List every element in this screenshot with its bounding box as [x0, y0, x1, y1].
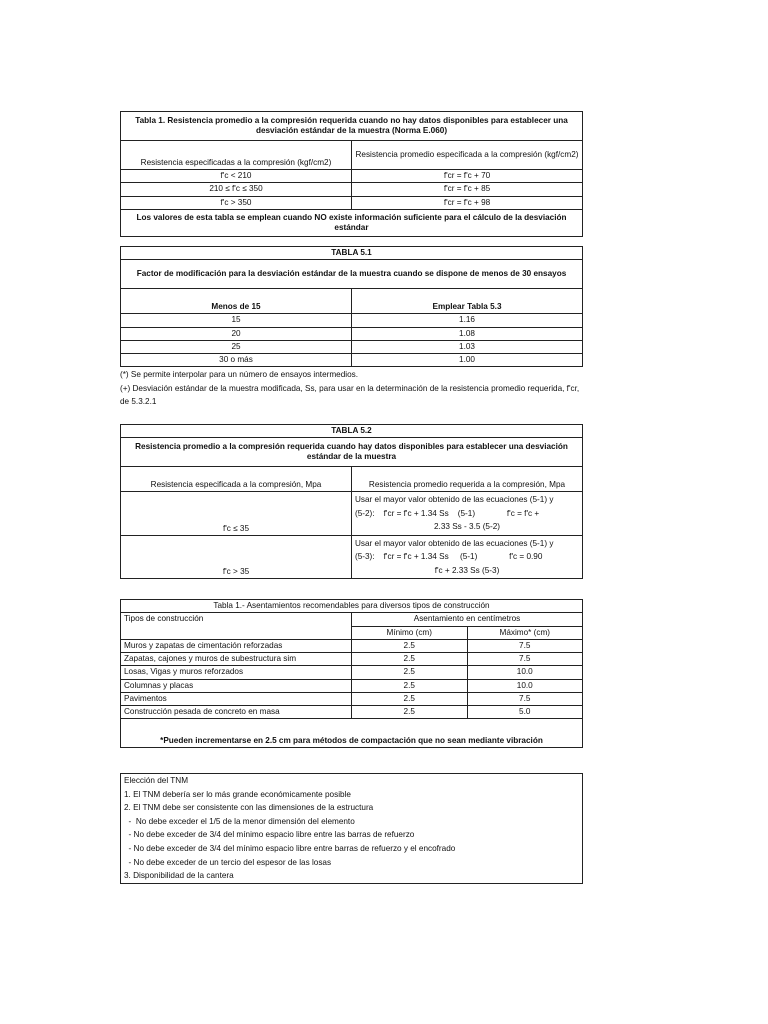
table51-label: TABLA 5.1: [121, 247, 583, 260]
table52-line: (5-3): f'cr = f'c + 1.34 Ss (5-1) f'c = 0.90: [355, 552, 543, 562]
asent-cell: 2.5: [352, 706, 468, 719]
asent-cell: Columnas y placas: [121, 679, 352, 692]
table-row: [121, 653, 583, 666]
asent-cell: 10.0: [467, 679, 583, 692]
table52-cell: f'c ≤ 35: [121, 492, 352, 536]
table52-cell: [352, 535, 583, 579]
asent-cell: Construcción pesada de concreto en masa: [121, 706, 352, 719]
asent-cell: 2.5: [352, 692, 468, 705]
table51-cell: 1.03: [352, 340, 583, 353]
table51-cell: 1.16: [352, 314, 583, 327]
table-5-1: [120, 246, 583, 367]
table51-cell: 1.08: [352, 327, 583, 340]
asent-min-header: Mínimo (cm): [352, 626, 468, 639]
table-row: [121, 170, 583, 183]
table52-label: TABLA 5.2: [121, 425, 583, 438]
table1-col1-header: Resistencia especificadas a la compresión (kgf/cm2): [121, 141, 352, 170]
table51-cell: 30 o más: [121, 354, 352, 367]
table52-cell: f'c > 35: [121, 535, 352, 579]
table1-col2-header: Resistencia promedio especificada a la compresión (kgf/cm2): [352, 141, 583, 170]
table-row: [121, 706, 583, 719]
table1-cell: f'cr = f'c + 85: [352, 183, 583, 196]
table52-col1-header: Resistencia especificada a la compresión, Mpa: [121, 467, 352, 492]
asent-cell: 7.5: [467, 692, 583, 705]
asent-cell: Losas, Vigas y muros reforzados: [121, 666, 352, 679]
tnm-line: - No debe exceder el 1/5 de la menor dimensión del elemento: [124, 816, 355, 826]
asent-cell: 2.5: [352, 666, 468, 679]
asent-group-header: Asentamiento en centímetros: [352, 613, 583, 626]
asent-cell: Muros y zapatas de cimentación reforzadas: [121, 639, 352, 652]
table1-cell: f'cr = f'c + 70: [352, 170, 583, 183]
asent-cell: 10.0: [467, 666, 583, 679]
asent-cell: 2.5: [352, 679, 468, 692]
table51-notes: [120, 368, 590, 409]
table1-cell: 210 ≤ f'c ≤ 350: [121, 183, 352, 196]
table51-cell: 15: [121, 314, 352, 327]
table-row: [121, 492, 583, 536]
table51-note-2: (+) Desviación estándar de la muestra modificada, Ss, para usar en la determinación de la resistencia promedio requerida, f'cr, de 5.3.2.1: [120, 383, 580, 406]
table51-title: Factor de modificación para la desviación estándar de la muestra cuando se dispone de menos de 30 ensayos: [121, 260, 583, 289]
asent-title: Tabla 1.- Asentamientos recomendables para diversos tipos de construcción: [121, 600, 583, 613]
table52-line: Usar el mayor valor obtenido de las ecuaciones (5-1) y: [355, 495, 554, 505]
asent-cell: Zapatas, cajones y muros de subestructura sim: [121, 653, 352, 666]
table-row: [121, 692, 583, 705]
table-resistencia-sin-datos: [120, 111, 583, 237]
table-row: [121, 679, 583, 692]
asent-cell: 5.0: [467, 706, 583, 719]
table1-cell: f'c < 210: [121, 170, 352, 183]
table1-title: Tabla 1. Resistencia promedio a la compresión requerida cuando no hay datos disponibles para establecer una desviación estándar de la muestra (Norma E.060): [121, 112, 583, 141]
asent-col1-header: Tipos de construcción: [121, 613, 352, 640]
asent-cell: 7.5: [467, 653, 583, 666]
table51-col2-header: Emplear Tabla 5.3: [352, 289, 583, 314]
asent-cell: Pavimentos: [121, 692, 352, 705]
table52-title: Resistencia promedio a la compresión requerida cuando hay datos disponibles para establecer una desviación estándar de la muestra: [121, 438, 583, 467]
table-5-2: [120, 424, 583, 579]
tnm-line: - No debe exceder de un tercio del espesor de las losas: [124, 857, 332, 867]
table52-line: Usar el mayor valor obtenido de las ecuaciones (5-1) y: [355, 538, 554, 548]
tnm-line: 1. El TNM debería ser lo más grande económicamente posible: [124, 789, 351, 799]
asent-cell: 2.5: [352, 639, 468, 652]
table-row: [121, 535, 583, 579]
asent-cell: 7.5: [467, 639, 583, 652]
table-row: [121, 314, 583, 327]
table-row: [121, 327, 583, 340]
table-asentamientos: [120, 599, 583, 748]
tnm-line: 3. Disponibilidad de la cantera: [124, 871, 234, 881]
table1-cell: f'cr = f'c + 98: [352, 196, 583, 209]
table51-note-1: (*) Se permite interpolar para un número de ensayos intermedios.: [120, 370, 359, 379]
table51-col1-header: Menos de 15: [121, 289, 352, 314]
table-row: [121, 183, 583, 196]
table51-cell: 25: [121, 340, 352, 353]
table52-col2-header: Resistencia promedio requerida a la compresión, Mpa: [352, 467, 583, 492]
tnm-box: [120, 773, 583, 884]
table-row: [121, 639, 583, 652]
table-row: [121, 666, 583, 679]
table1-footer: Los valores de esta tabla se emplean cuando NO existe información suficiente para el cálculo de la desviación estándar: [121, 209, 583, 236]
table51-cell: 1.00: [352, 354, 583, 367]
table52-line: f'c + 2.33 Ss (5-3): [434, 565, 500, 575]
table52-cell: [352, 492, 583, 536]
tnm-heading: Elección del TNM: [124, 776, 189, 785]
table-row: [121, 196, 583, 209]
asent-cell: 2.5: [352, 653, 468, 666]
table52-line: 2.33 Ss - 3.5 (5-2): [434, 522, 500, 532]
table52-line: (5-2): f'cr = f'c + 1.34 Ss (5-1) f'c = f'c +: [355, 508, 540, 518]
table1-cell: f'c > 350: [121, 196, 352, 209]
table51-cell: 20: [121, 327, 352, 340]
asent-footer: *Pueden incrementarse en 2.5 cm para métodos de compactación que no sean mediante vibración: [121, 719, 583, 748]
table-row: [121, 340, 583, 353]
tnm-line: - No debe exceder de 3/4 del mínimo espacio libre entre las barras de refuerzo: [124, 830, 415, 840]
tnm-line: 2. El TNM debe ser consistente con las dimensiones de la estructura: [124, 803, 374, 813]
tnm-line: - No debe exceder de 3/4 del mínimo espacio libre entre barras de refuerzo y el encofrado: [124, 843, 456, 853]
asent-max-header: Máximo* (cm): [467, 626, 583, 639]
table-row: [121, 354, 583, 367]
